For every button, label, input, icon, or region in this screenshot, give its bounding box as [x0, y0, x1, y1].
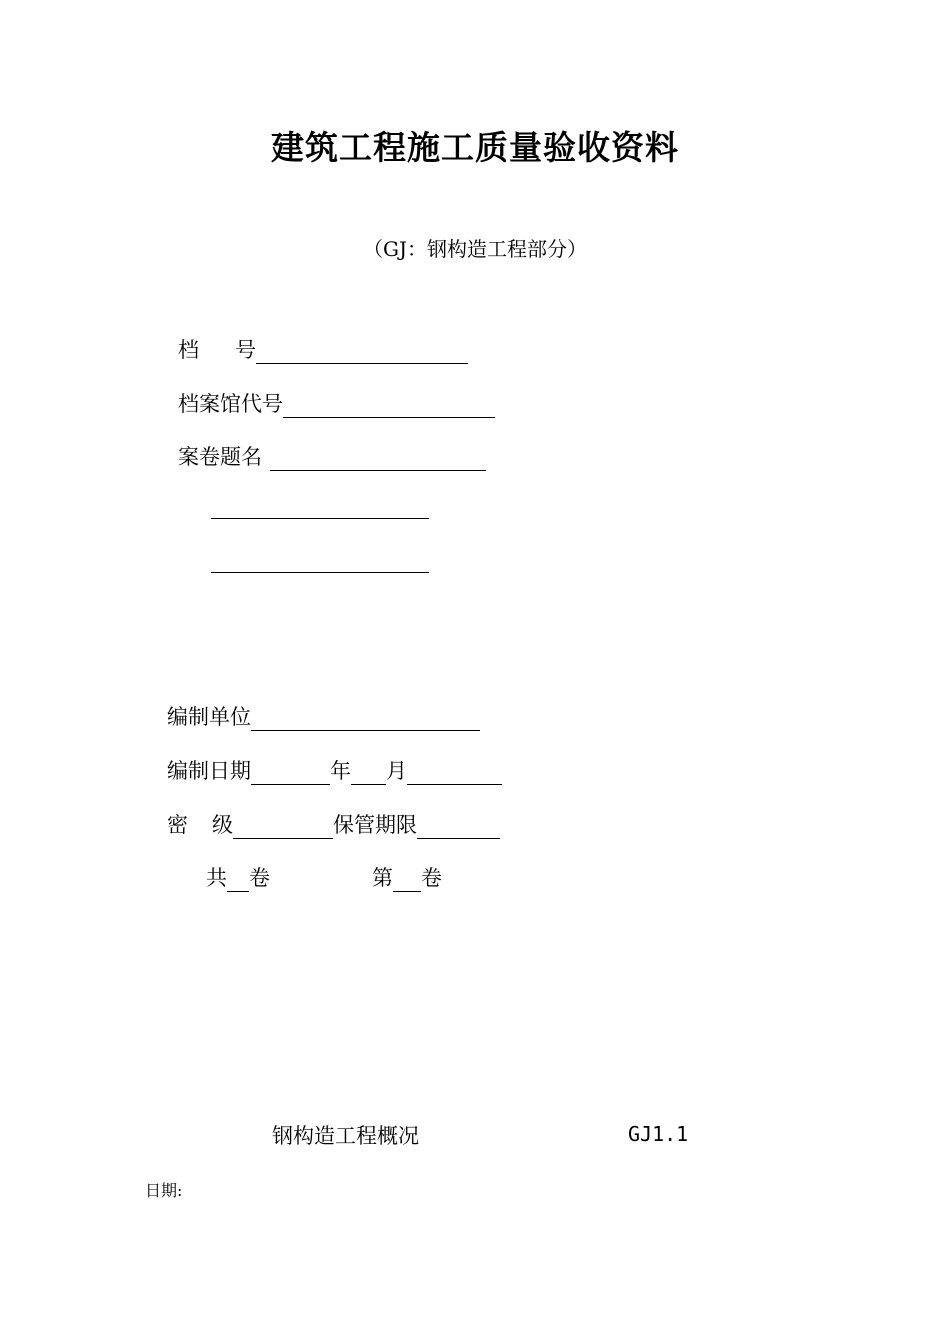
volume-title-continuation-2	[211, 550, 429, 573]
compile-date-month-input-line[interactable]	[351, 762, 386, 785]
secret-level-row	[167, 811, 500, 839]
volume-title-input-line-1[interactable]	[270, 448, 486, 471]
total-volumes-input-line[interactable]	[227, 869, 249, 892]
volume-title-continuation-1	[211, 496, 429, 519]
secret-level-label-part1: 密	[167, 813, 188, 837]
volume-index-input-line[interactable]	[393, 869, 421, 892]
retention-period-input-line[interactable]	[417, 816, 500, 839]
volume-title-row	[178, 443, 486, 471]
compile-date-month-label: 月	[386, 759, 407, 783]
volume-title-input-line-2[interactable]	[211, 496, 429, 519]
compile-date-year-input-line[interactable]	[251, 762, 330, 785]
compile-unit-input-line[interactable]	[251, 708, 480, 731]
compile-unit-label: 编制单位	[167, 705, 251, 729]
volume-index-label-part1: 第	[372, 866, 393, 890]
compile-date-row	[167, 757, 502, 785]
archive-code-row	[178, 390, 495, 418]
volume-title-label: 案卷题名	[178, 445, 262, 469]
compile-date-label: 编制日期	[167, 759, 251, 783]
secret-level-input-line[interactable]	[233, 816, 333, 839]
file-number-row	[178, 336, 468, 364]
archive-code-label: 档案馆代号	[178, 392, 283, 416]
section-code: GJ1.1	[628, 1122, 689, 1146]
volume-count-row	[206, 864, 442, 892]
compile-date-year-label: 年	[330, 759, 351, 783]
section-title: 钢构造工程概况	[272, 1124, 419, 1148]
volume-title-input-line-3[interactable]	[211, 550, 429, 573]
document-title: 建筑工程施工质量验收资料	[271, 128, 679, 167]
file-number-input-line[interactable]	[256, 341, 468, 364]
document-subtitle: （GJ：钢构造工程部分）	[363, 237, 587, 261]
total-volumes-label-part2: 卷	[249, 866, 270, 890]
file-number-label-part2: 号	[235, 338, 256, 362]
compile-date-day-input-line[interactable]	[407, 762, 502, 785]
section-date-label: 日期:	[145, 1181, 183, 1200]
volume-index-label-part2: 卷	[421, 866, 442, 890]
secret-level-label-part2: 级	[212, 813, 233, 837]
retention-period-label: 保管期限	[333, 813, 417, 837]
archive-code-input-line[interactable]	[283, 395, 495, 418]
compile-unit-row	[167, 703, 480, 731]
file-number-label-part1: 档	[178, 338, 199, 362]
total-volumes-label-part1: 共	[206, 866, 227, 890]
